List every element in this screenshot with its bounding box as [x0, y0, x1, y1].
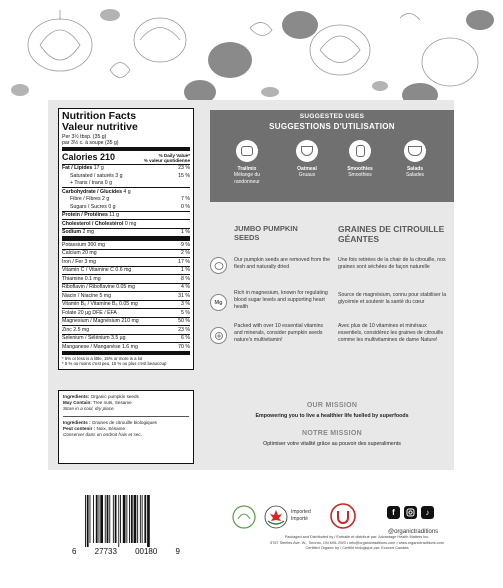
serving-size-fr: par 3½ c. à soupe (35 g): [62, 140, 119, 147]
nutrition-title-en: Nutrition Facts: [62, 110, 137, 122]
protein-row: Protein / Protéines 11 g: [62, 211, 190, 220]
feature-1-en: Our pumpkin seeds are removed from the flesh and naturally dried: [234, 257, 331, 271]
use-oatmeal: Oatmeal Gruaux: [282, 140, 332, 179]
mineral-row: Folate 20 µg DFE / ÉFA 5 %: [62, 309, 190, 316]
mission-title-en: OUR MISSION: [306, 402, 358, 409]
sugars-row: Sugars / Sucres 0 g 0 %: [70, 203, 190, 210]
mineral-row: Iron / Fer 3 mg 17 %: [62, 258, 190, 265]
distributor-address: Packaged and Distributed by / Emballé et distribué par: Advantage Health Matters Inc. 5767 Steeles Ave. W., Toronto, ON M9L 2W3 • info@organictraditions.com • www.organictraditions.com Certified Organic by / Certifié biologique par: Ecocert Canada: [270, 535, 444, 550]
tiktok-icon: ♪: [421, 506, 434, 519]
mineral-row: Manganese / Manganèse 1.6 mg 70 %: [62, 343, 190, 350]
feature-2-fr: Source de magnésium, connu pour stabiliser la glycémie et soutenir la santé du cœur: [338, 292, 447, 306]
mineral-row: Calcium 20 mg 2 %: [62, 250, 190, 257]
instagram-icon: [404, 506, 417, 519]
magnesium-icon: Mg: [210, 294, 227, 311]
sodium-row: Sodium 2 mg 1 %: [62, 229, 190, 236]
fibre-row: Fibre / Fibres 2 g 7 %: [70, 196, 190, 203]
canada-organic-logo: [264, 505, 288, 529]
mineral-row: Selenium / Sélénium 3.5 µg 6 %: [62, 335, 190, 342]
nutrition-title-fr: Valeur nutritive: [62, 120, 138, 133]
product-title-en: JUMBO PUMPKIN SEEDS: [234, 224, 298, 242]
feature-3-en: Packed with over 10 essential vitamins and minerals, consider pumpkin seeds nature's multivitamin!: [234, 323, 324, 344]
social-handle: @organictraditions: [388, 529, 439, 535]
mission-text-fr: Optimiser votre vitalité grâce au pouvoir des superaliments: [263, 441, 401, 447]
use-smoothies: Smoothies Smoothies: [335, 140, 385, 179]
barcode-number: 6 27733 00180 9: [72, 547, 180, 556]
product-title-fr: GRAINES DE CITROUILLE GÉANTES: [338, 224, 445, 244]
salad-icon: [404, 140, 426, 162]
mineral-row: Thiamine 0.1 mg 8 %: [62, 275, 190, 282]
minerals-list: [62, 240, 190, 351]
cholesterol-row: Cholesterol / Cholestérol 0 mg: [62, 219, 190, 228]
vitamins-icon: [210, 327, 227, 344]
pumpkin-seed-icon: [210, 257, 227, 274]
trans-row: + Trans / trans 0 g: [70, 180, 112, 187]
nutrition-facts-table: [58, 108, 194, 370]
daily-value-header: % Daily Value* % valeur quotidienne: [143, 152, 190, 163]
mission-section: [210, 402, 454, 447]
mission-title-fr: NOTRE MISSION: [302, 430, 362, 437]
calories-value: Calories 210: [62, 151, 116, 162]
oatmeal-bowl-icon: [296, 140, 318, 162]
mineral-row: Zinc 2.5 mg 23 %: [62, 326, 190, 333]
use-salads: Salads Salades: [390, 140, 440, 179]
suggested-uses-title-fr: SUGGESTIONS D'UTILISATION: [269, 122, 395, 131]
serving-size-en: Per 3½ tbsp. (35 g): [62, 133, 107, 140]
mineral-row: Vitamin C / Vitamine C 0.6 mg 1 %: [62, 267, 190, 274]
kosher-logo: [330, 503, 356, 529]
mission-text-en: Empowering you to live a healthier life fuelled by superfoods: [255, 413, 409, 419]
daily-value-footnote: * 5% or less is a little, 15% or more is a lot * 5 % ou moins c'est peu, 15 % ou plus c'est beaucoup: [62, 351, 190, 367]
feature-1-fr: Une fois retirées de la chair de la citrouille, nos graines sont séchées de façon naturelle: [338, 257, 446, 271]
pumpkin-illustration-band: [0, 0, 503, 110]
ingredients-box: Ingredients: Organic pumpkin seeds May Contain: Tree nuts, Sesame Store in a cool, dry place. Ingrédients : Graines de citrouille biologiques Peut contenir : Noix, Sésame Conserver dans un endroit frais et sec.: [58, 390, 194, 464]
mineral-row: Riboflavin / Riboflavine 0.05 mg 4 %: [62, 284, 190, 291]
trailmix-icon: [236, 140, 258, 162]
feature-2-en: Rich in magnesium, known for regulating blood sugar levels and supporting heart health: [234, 290, 328, 311]
imported-label: Imported Importé: [291, 509, 311, 522]
facebook-icon: f: [387, 506, 400, 519]
feature-3-fr: Avec plus de 10 vitamines et minéraux essentiels, considérez les graines de citrouille comme les multivitamines de dame Nature!: [338, 323, 444, 344]
mineral-row: Vitamin B₆ / Vitamine B₆ 0.05 mg 3 %: [62, 301, 190, 308]
calories-row: [62, 147, 190, 164]
suggested-uses-title: SUGGESTED USES: [299, 113, 365, 120]
mineral-row: Niacin / Niacine 5 mg 31 %: [62, 292, 190, 299]
suggested-uses-band: [210, 110, 454, 202]
smoothie-icon: [349, 140, 371, 162]
barcode: [83, 495, 173, 547]
mineral-row: Potassium 300 mg 9 %: [62, 241, 190, 248]
saturated-row: Saturated / saturés 3 g 15 %: [70, 172, 190, 179]
carbohydrate-row: Carbohydrate / Glucides 4 g: [62, 187, 190, 196]
fat-row: Fat / Lipides 17 g 23 %: [62, 165, 190, 172]
use-trailmix: Trailmix Mélange du randonneur: [222, 140, 272, 185]
mineral-row: Magnesium / Magnésium 210 mg 50 %: [62, 318, 190, 325]
ecocert-logo: [232, 505, 256, 529]
